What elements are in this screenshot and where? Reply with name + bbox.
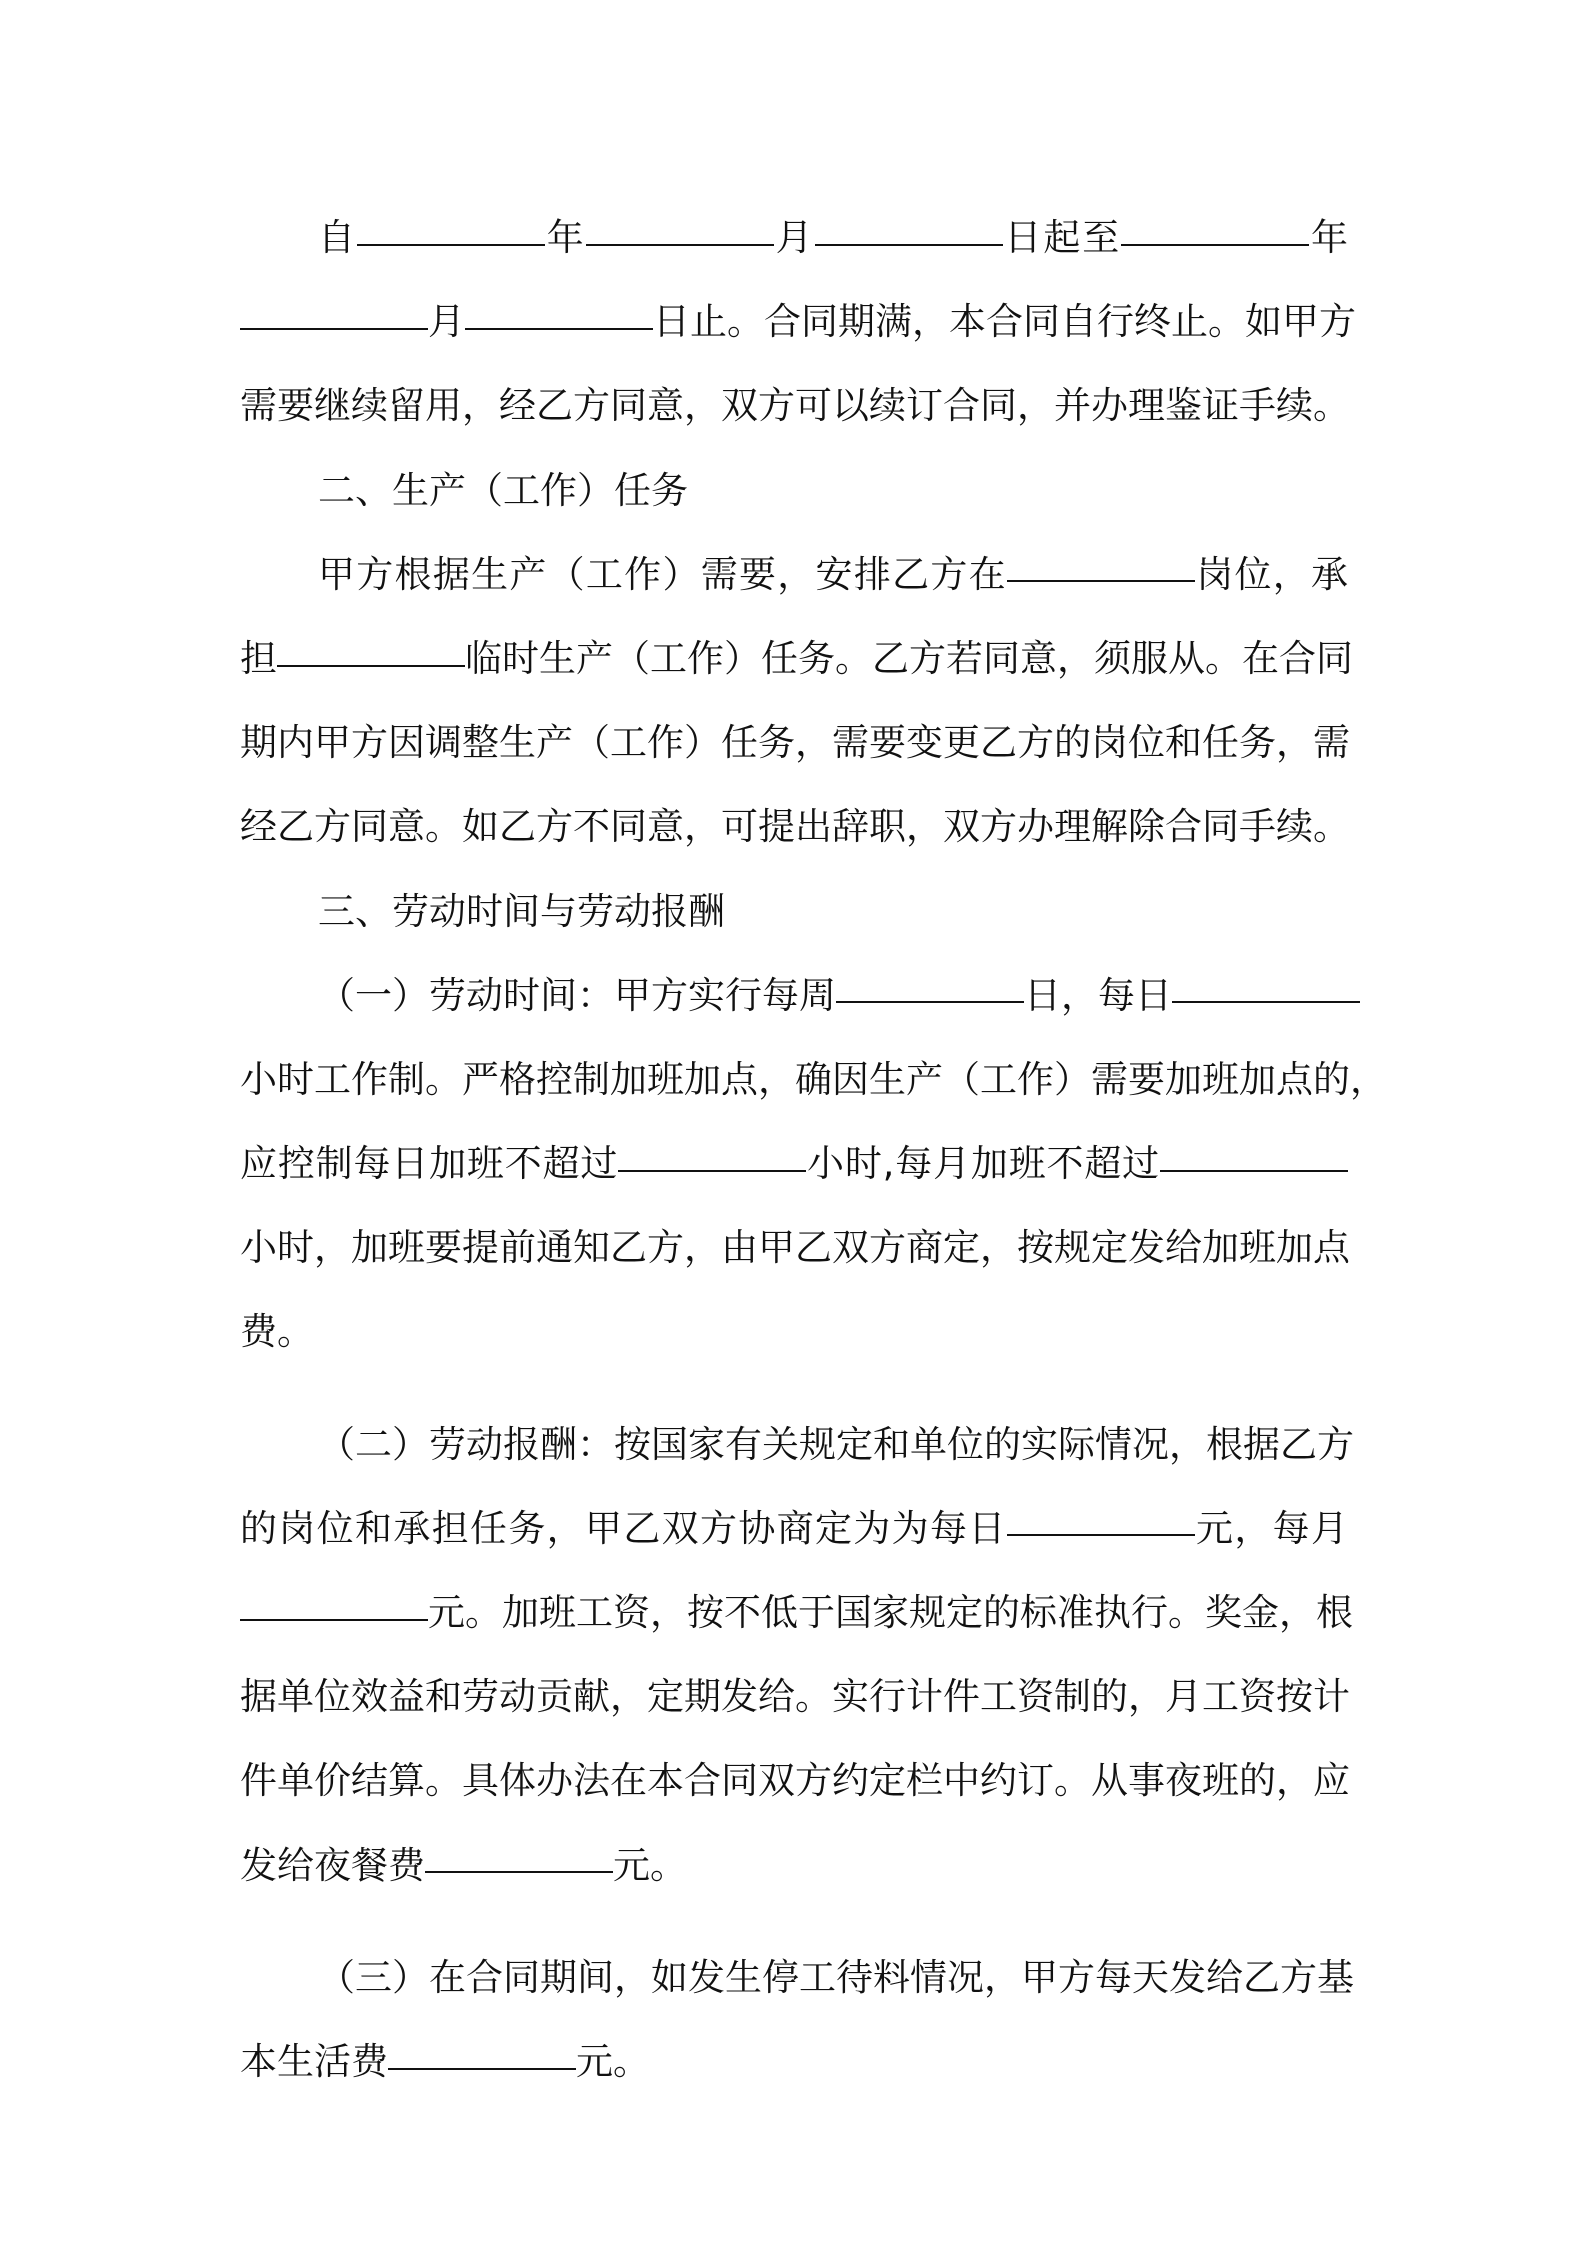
text-hours-a: （一）劳动时间：甲方实行每周 <box>318 973 836 1017</box>
text-month: 月 <box>773 216 815 259</box>
blank-monthly-overtime[interactable] <box>1160 1169 1348 1172</box>
blank-hours-per-day[interactable] <box>1172 1000 1360 1003</box>
term-dates-line-1 <box>240 196 1348 280</box>
blank-daily-pay[interactable] <box>1007 1533 1195 1536</box>
blank-end-year[interactable] <box>1121 243 1309 246</box>
text-pay-a: 的岗位和承担任务，甲乙双方协商定为为每日 <box>240 1506 1007 1550</box>
blank-start-year[interactable] <box>357 243 545 246</box>
task-line-1 <box>240 533 1348 617</box>
text-overtime-b: 小时,每月加班不超过 <box>806 1142 1161 1186</box>
blank-end-month[interactable] <box>240 327 428 330</box>
text-from: 自 <box>318 216 357 259</box>
blank-task[interactable] <box>277 664 465 667</box>
blank-monthly-pay[interactable] <box>240 1618 428 1621</box>
blank-daily-overtime[interactable] <box>618 1169 806 1172</box>
hours-line-5: 费。 <box>240 1310 314 1354</box>
text-yuan-2: 元。 <box>576 2039 650 2083</box>
pay-line-2 <box>240 1487 1348 1571</box>
text-yuan: 元。 <box>613 1843 687 1887</box>
blank-living-cost[interactable] <box>388 2067 576 2070</box>
text-year-2: 年 <box>1309 216 1349 259</box>
term-dates-line-2 <box>240 280 1356 364</box>
blank-position[interactable] <box>1007 579 1195 582</box>
paragraph-gap-2 <box>240 1908 1348 1936</box>
pay-line-5: 件单价结算。具体办法在本合同双方约定栏中约订。从事夜班的，应 <box>240 1759 1350 1803</box>
pay-line-3 <box>240 1571 1353 1655</box>
text-task-b: 岗位，承 <box>1194 552 1349 596</box>
blank-start-day[interactable] <box>815 243 1003 246</box>
section-3-heading: 三、劳动时间与劳动报酬 <box>318 889 725 933</box>
blank-days-per-week[interactable] <box>836 1000 1024 1003</box>
text-night-meal: 发给夜餐费 <box>240 1843 425 1887</box>
task-line-4: 经乙方同意。如乙方不同意，可提出辞职，双方办理解除合同手续。 <box>240 805 1350 849</box>
hours-line-4: 小时，加班要提前通知乙方，由甲乙双方商定，按规定发给加班加点 <box>240 1226 1350 1270</box>
paragraph-gap <box>240 1375 1348 1403</box>
text-month-2: 月 <box>428 300 465 344</box>
text-pay-c: 元。加班工资，按不低于国家规定的标准执行。奖金，根 <box>428 1591 1353 1634</box>
text-task-c: 担 <box>240 636 277 680</box>
task-line-3: 期内甲方因调整生产（工作）任务，需要变更乙方的岗位和任务，需 <box>240 721 1350 765</box>
blank-end-day[interactable] <box>465 327 653 330</box>
hours-line-3 <box>240 1122 1348 1206</box>
text-task-d: 临时生产（工作）任务。乙方若同意，须服从。在合同 <box>465 636 1353 680</box>
pay-line-1: （二）劳动报酬：按国家有关规定和单位的实际情况，根据乙方 <box>318 1422 1354 1466</box>
pay-line-4: 据单位效益和劳动贡献，定期发给。实行计件工资制的，月工资按计 <box>240 1675 1350 1719</box>
blank-night-meal[interactable] <box>425 1870 613 1873</box>
blank-start-month[interactable] <box>586 243 774 246</box>
hours-line-2: 小时工作制。严格控制加班加点，确因生产（工作）需要加班加点的， <box>240 1057 1387 1101</box>
renewal-line: 需要继续留用，经乙方同意，双方可以续订合同，并办理鉴证手续。 <box>240 384 1350 428</box>
text-year: 年 <box>544 216 586 259</box>
text-overtime-a: 应控制每日加班不超过 <box>240 1142 619 1186</box>
text-living-cost: 本生活费 <box>240 2039 388 2083</box>
text-task-a: 甲方根据生产（工作）需要，安排乙方在 <box>318 552 1007 596</box>
task-line-2 <box>240 617 1353 701</box>
hours-line-1 <box>240 954 1348 1038</box>
text-pay-b: 元，每月 <box>1194 1506 1349 1550</box>
section-2-heading: 二、生产（工作）任务 <box>318 468 688 512</box>
stoppage-line-2 <box>240 2020 1348 2104</box>
stoppage-line-1: （三）在合同期间，如发生停工待料情况，甲方每天发给乙方基 <box>318 1955 1354 1999</box>
pay-line-6 <box>240 1824 1348 1908</box>
text-day-until: 日起至 <box>1002 216 1122 259</box>
text-hours-b: 日，每日 <box>1024 973 1172 1017</box>
contract-page <box>240 196 1387 2104</box>
text-end-clause: 日止。合同期满，本合同自行终止。如甲方 <box>653 300 1356 344</box>
